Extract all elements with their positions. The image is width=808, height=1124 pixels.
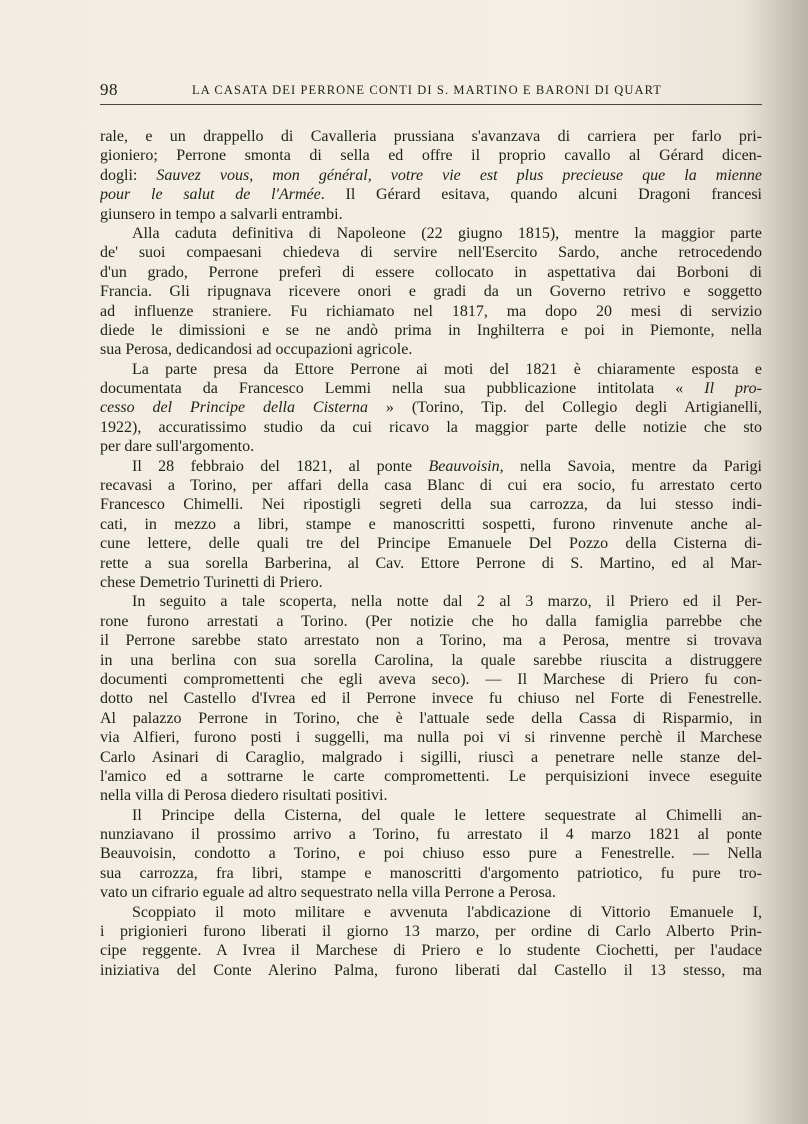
text-line: iniziativa del Conte Alerino Palma, furono liberati dal Castello il 13 stesso, ma — [100, 961, 762, 979]
page-number: 98 — [100, 80, 118, 99]
text-line: Francia. Gli ripugnava ricevere onori e gradi da un Governo retrivo e soggetto — [100, 283, 762, 301]
text-line: diede le dimissioni e se ne andò prima in Inghilterra e poi in Piemonte, nella — [100, 321, 762, 339]
text-line: cipe reggente. A Ivrea il Marchese di Priero e lo studente Ciochetti, per l'audace — [100, 942, 762, 960]
text-line: cune lettere, delle quali tre del Principe Emanuele Del Pozzo della Cisterna di- — [100, 535, 762, 553]
text-line: de' suoi compaesani chiedeva di servire nell'Esercito Sardo, anche retrocedendo — [100, 244, 762, 262]
text-line: documentata da Francesco Lemmi nella sua pubblicazione intitolata « Il pro- — [100, 380, 762, 398]
text-line: documenti compromettenti che egli aveva seco). — Il Marchese di Priero fu con- — [100, 670, 762, 688]
text-line: dogli: Sauvez vous, mon général, votre vie est plus precieuse que la mienne — [100, 166, 762, 184]
body-text — [100, 127, 762, 980]
text-line: dotto nel Castello d'Ivrea ed il Perrone invece fu chiuso nel Forte di Fenestrelle. — [100, 690, 762, 708]
text-line: sua carrozza, fra libri, stampe e manoscritti d'argomento patriotico, fu pure tro- — [100, 864, 762, 882]
text-line: Il Principe della Cisterna, del quale le lettere sequestrate al Chimelli an- — [132, 806, 762, 824]
text-line: rone furono arrestati a Torino. (Per notizie che ho dalla famiglia parrebbe che — [100, 612, 762, 630]
text-line: il Perrone sarebbe stato arrestato non a Torino, ma a Perosa, mentre si trovava — [100, 632, 762, 650]
text-line: per dare sull'argomento. — [100, 438, 255, 456]
text-line: Alla caduta definitiva di Napoleone (22 giugno 1815), mentre la maggior parte — [132, 224, 762, 242]
page-header — [100, 80, 762, 105]
text-line: via Alfieri, furono posti i suggelli, ma nulla poi vi si rinvenne perchè il Marchese — [100, 729, 762, 747]
text-line: ad influenze straniere. Fu richiamato nel 1817, ma dopo 20 mesi di servizio — [100, 302, 762, 320]
running-title: LA CASATA DEI PERRONE CONTI DI S. MARTINO E BARONI DI QUART — [192, 83, 663, 97]
text-line: l'amico ed a sottrarne le carte compromettenti. Le perquisizioni invece eseguite — [100, 767, 762, 785]
text-line: Il 28 febbraio del 1821, al ponte Beauvoisin, nella Savoia, mentre da Parigi — [132, 457, 762, 475]
text-line: cesso del Principe della Cisterna » (Torino, Tip. del Collegio degli Artigianelli, — [100, 399, 762, 417]
text-line: Al palazzo Perrone in Torino, che è l'attuale sede della Cassa di Risparmio, in — [100, 709, 762, 727]
text-line: chese Demetrio Turinetti di Priero. — [100, 573, 323, 591]
text-line: 1922), accuratissimo studio da cui ricavo la maggior parte delle notizie che sto — [100, 418, 762, 436]
text-line: gioniero; Perrone smonta di sella ed offre il proprio cavallo al Gérard dicen- — [100, 147, 762, 165]
text-line: rette a sua sorella Barberina, al Cav. Ettore Perrone di S. Martino, ed al Mar- — [100, 554, 762, 572]
text-line: Carlo Asinari di Caraglio, malgrado i sigilli, riuscì a penetrare nelle stanze del- — [100, 748, 762, 766]
text-line: Beauvoisin, condotto a Torino, e poi chiuso esso pure a Fenestrelle. — Nella — [100, 845, 762, 863]
text-line: nella villa di Perosa diedero risultati positivi. — [100, 787, 388, 805]
text-line: La parte presa da Ettore Perrone ai moti del 1821 è chiaramente esposta e — [132, 360, 762, 378]
text-line: recavasi a Torino, per affari della casa Blanc di cui era socio, fu arrestato certo — [100, 477, 762, 495]
text-line: cati, in mezzo a libri, stampe e manoscritti sospetti, furono rinvenute anche al- — [100, 515, 762, 533]
text-line: giunsero in tempo a salvarli entrambi. — [100, 205, 343, 223]
text-line: pour le salut de l'Armée. Il Gérard esitava, quando alcuni Dragoni francesi — [100, 186, 762, 204]
text-line: Scoppiato il moto militare e avvenuta l'abdicazione di Vittorio Emanuele I, — [132, 903, 762, 921]
text-line: d'un grado, Perrone preferì di essere collocato in aspettativa dai Borboni di — [100, 263, 762, 281]
text-line: i prigionieri furono liberati il giorno 13 marzo, per ordine di Carlo Alberto Prin- — [100, 923, 762, 941]
text-line: rale, e un drappello di Cavalleria prussiana s'avanzava di carriera per farlo pri- — [100, 128, 762, 145]
text-line: nunziavano il prossimo arrivo a Torino, fu arrestato il 4 marzo 1821 al ponte — [100, 826, 762, 844]
text-line: in una berlina con sua sorella Carolina, la quale sarebbe riuscita a distruggere — [100, 651, 762, 669]
text-line: vato un cifrario eguale ad altro sequestrato nella villa Perrone a Perosa. — [100, 884, 556, 902]
text-line: In seguito a tale scoperta, nella notte dal 2 al 3 marzo, il Priero ed il Per- — [132, 593, 762, 611]
text-line: sua Perosa, dedicandosi ad occupazioni agricole. — [100, 341, 413, 359]
text-line: Francesco Chimelli. Nei ripostigli segreti della sua carrozza, da lui stesso indi- — [100, 496, 762, 514]
